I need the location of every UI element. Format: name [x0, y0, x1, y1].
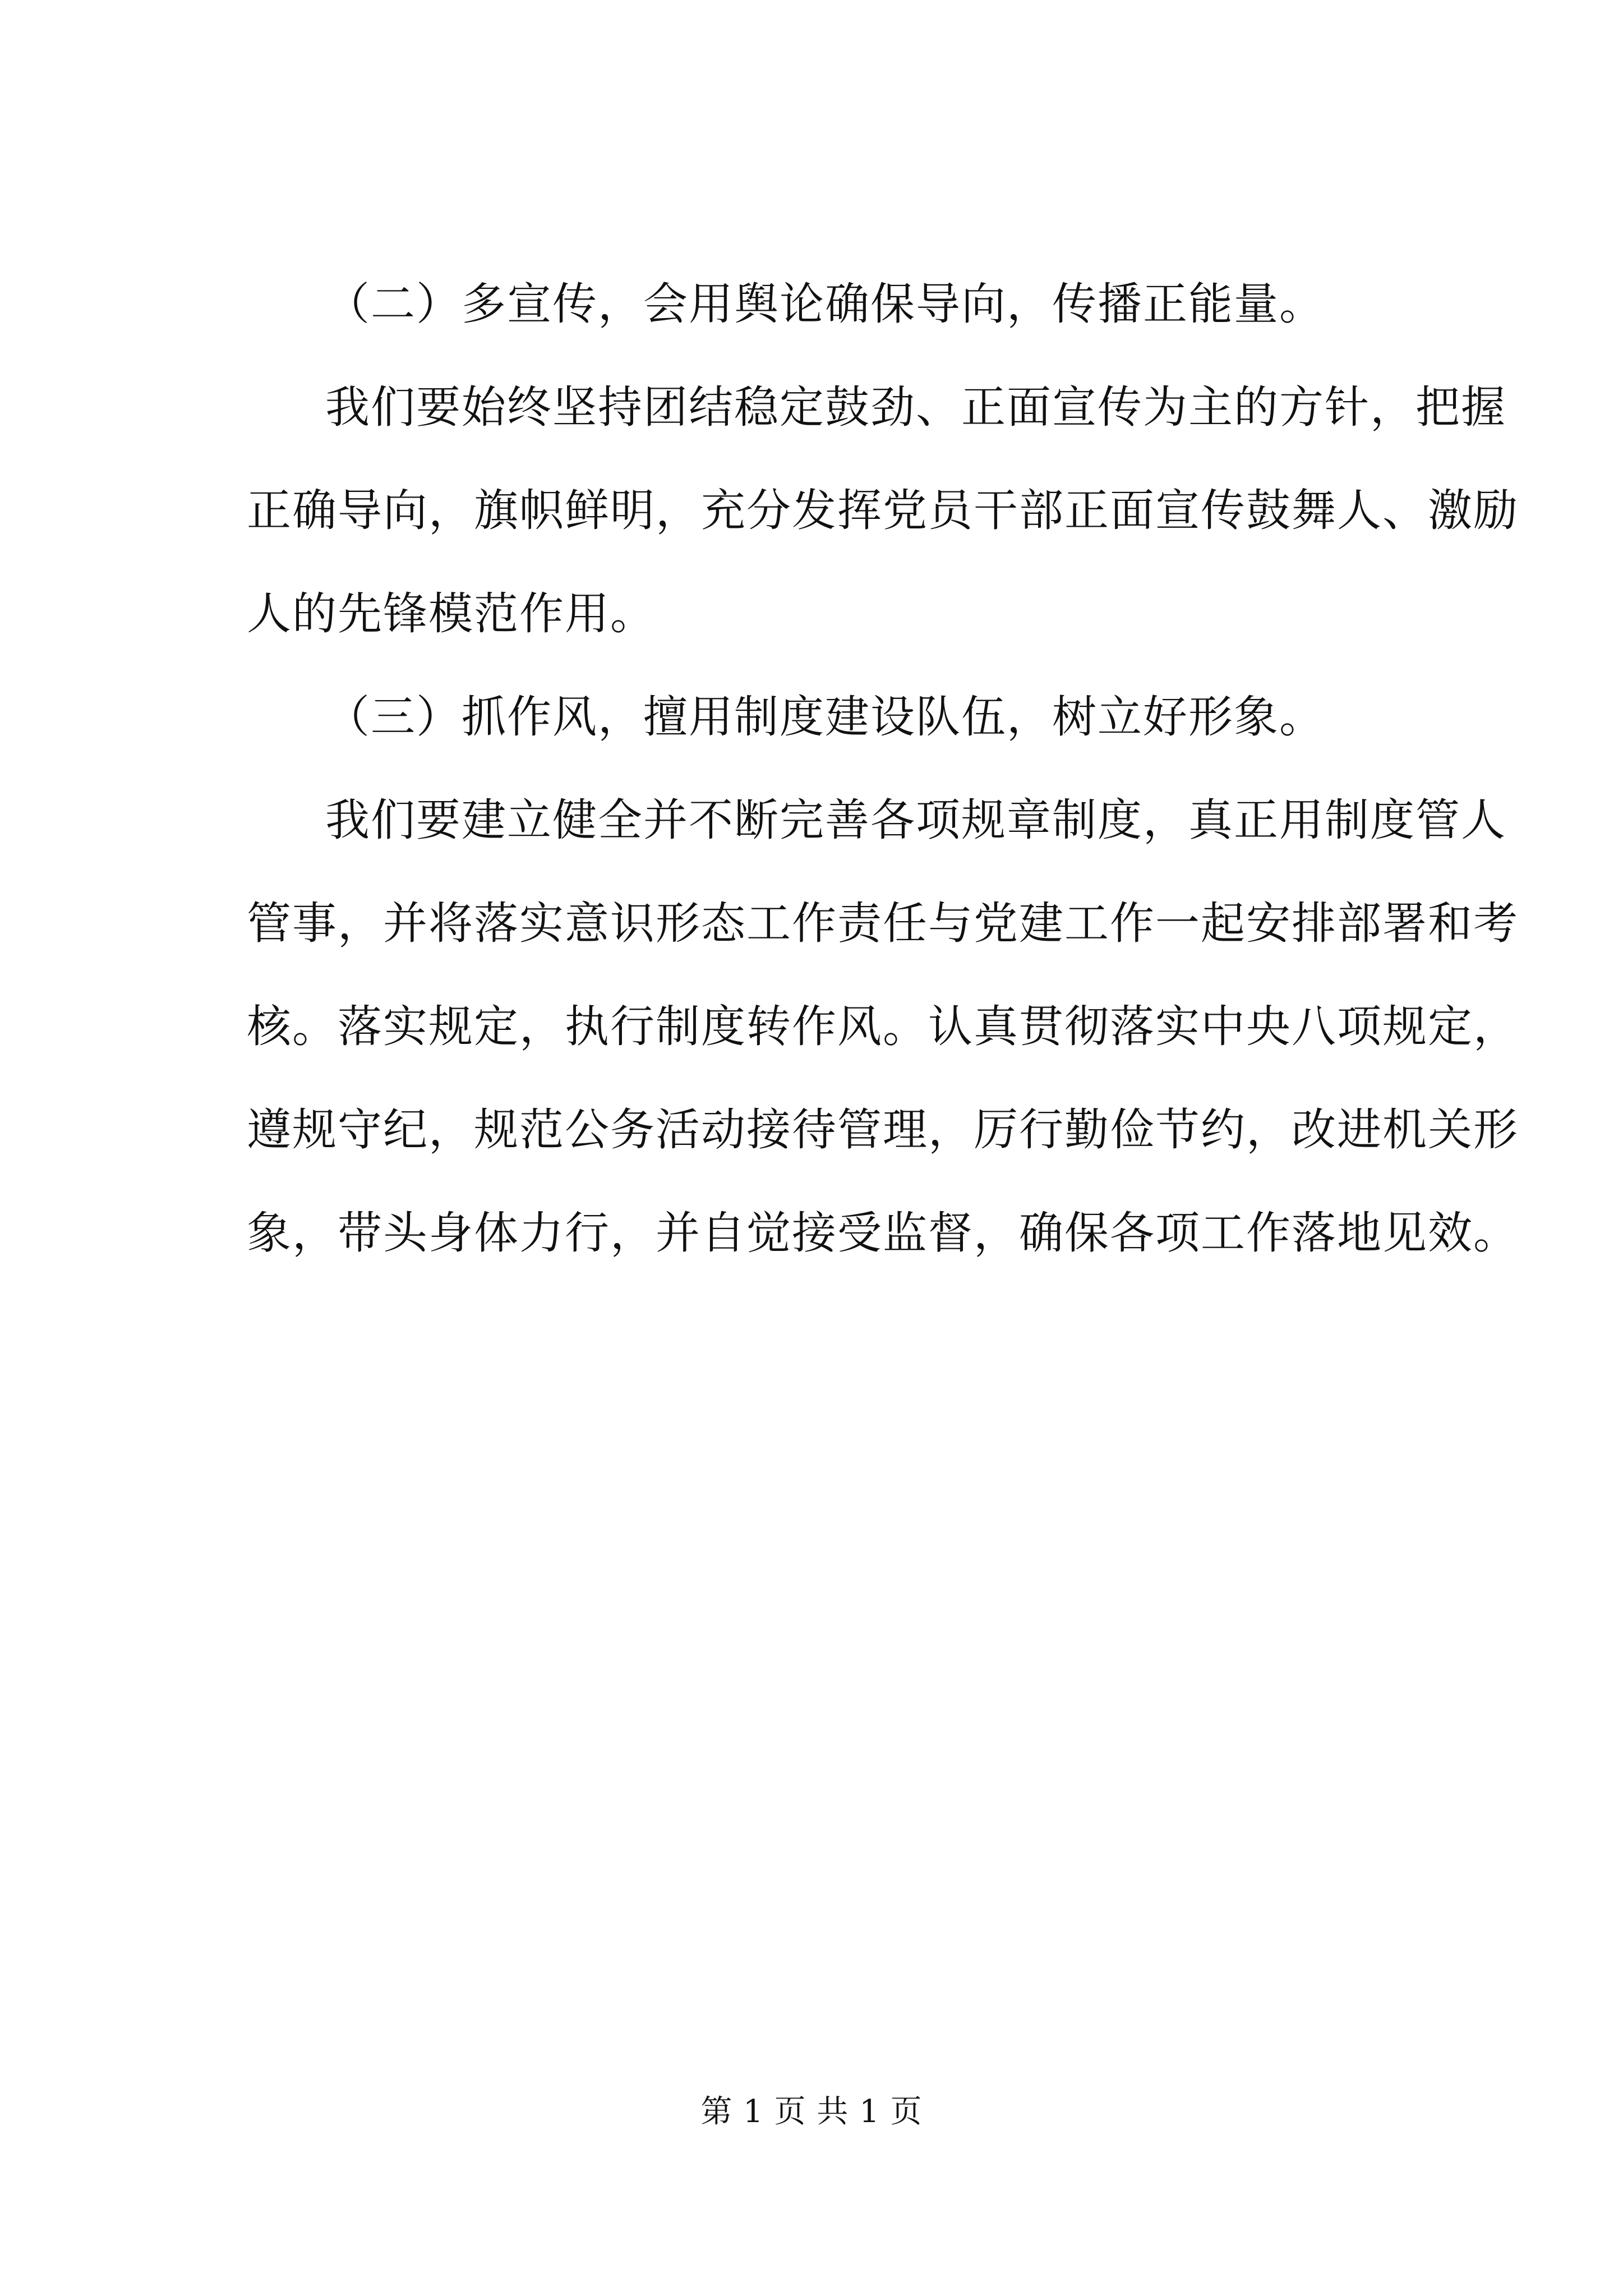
text-line: 我们要始终坚持团结稳定鼓劲、正面宣传为主的方针，把握: [325, 381, 1506, 433]
section-body-3: [247, 769, 1519, 1285]
document-body: [247, 252, 1519, 1285]
text-line: 象，带头身体力行，并自觉接受监督，确保各项工作落地见效。: [247, 1207, 1519, 1259]
section-heading-3: [247, 665, 1419, 769]
text-line: 人的先锋模范作用。: [247, 588, 656, 639]
text-line: （三）抓作风，擅用制度建设队伍，树立好形象。: [325, 691, 1325, 743]
section-body-2: [247, 356, 1519, 665]
page-number-footer: 第 1 页 共 1 页: [700, 2093, 923, 2130]
text-line: 我们要建立健全并不断完善各项规章制度，真正用制度管人: [325, 794, 1506, 846]
text-line: （二）多宣传，会用舆论确保导向，传播正能量。: [325, 278, 1325, 330]
text-line: 遵规守纪，规范公务活动接待管理，厉行勤俭节约，改进机关形: [247, 1104, 1519, 1156]
text-line: 管事，并将落实意识形态工作责任与党建工作一起安排部署和考: [247, 898, 1519, 949]
text-line: 正确导向，旗帜鲜明，充分发挥党员干部正面宣传鼓舞人、激励: [247, 485, 1519, 536]
text-line: 核。落实规定，执行制度转作风。认真贯彻落实中央八项规定，: [247, 1001, 1519, 1052]
section-heading-2: [247, 252, 1419, 356]
